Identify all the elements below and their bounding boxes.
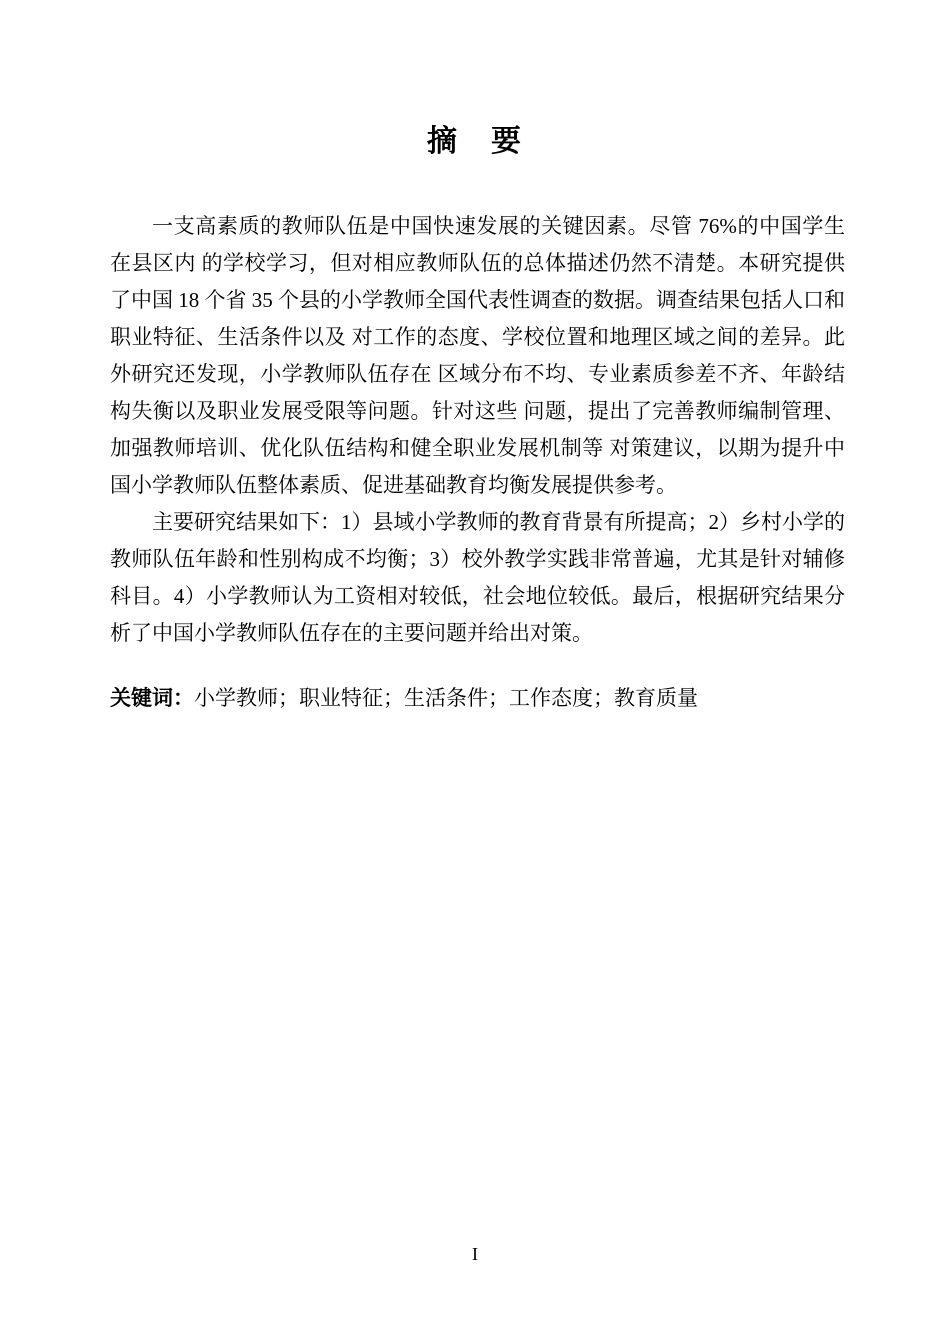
page-title: 摘 要 [427, 125, 523, 158]
keywords-line [110, 680, 845, 717]
abstract-paragraph-1: 一支高素质的教师队伍是中国快速发展的关键因素。尽管 76%的中国学生在县区内 的学校学习，但对相应教师队伍的总体描述仍然不清楚。本研究提供了中国 18 个省 35 个县的小学教师全国代表性调查的数据。调查结果包括人口和职业特征、生活条件以及 对工作的态度、学校位置和地理区域之间的差异。此外研究还发现，小学教师队伍存在 区域分布不均、专业素质参差不齐、年龄结构失衡以及职业发展受限等问题。针对这些 问题，提出了完善教师编制管理、加强教师培训、优化队伍结构和健全职业发展机制等 对策建议，以期为提升中国小学教师队伍整体素质、促进基础教育均衡发展提供参考。 [110, 214, 845, 497]
keywords-text: 小学教师；职业特征；生活条件；工作态度；教育质量 [194, 686, 698, 710]
abstract-body [110, 208, 845, 717]
keywords-label: 关键词： [110, 687, 194, 710]
page-number: I [472, 1244, 478, 1264]
abstract-paragraph-2: 主要研究结果如下：1）县域小学教师的教育背景有所提高；2）乡村小学的教师队伍年龄和性别构成不均衡；3）校外教学实践非常普遍，尤其是针对辅修科目。4）小学教师认为工资相对较低，社会地位较低。最后，根据研究结果分析了中国小学教师队伍存在的主要问题并给出对策。 [110, 510, 845, 645]
